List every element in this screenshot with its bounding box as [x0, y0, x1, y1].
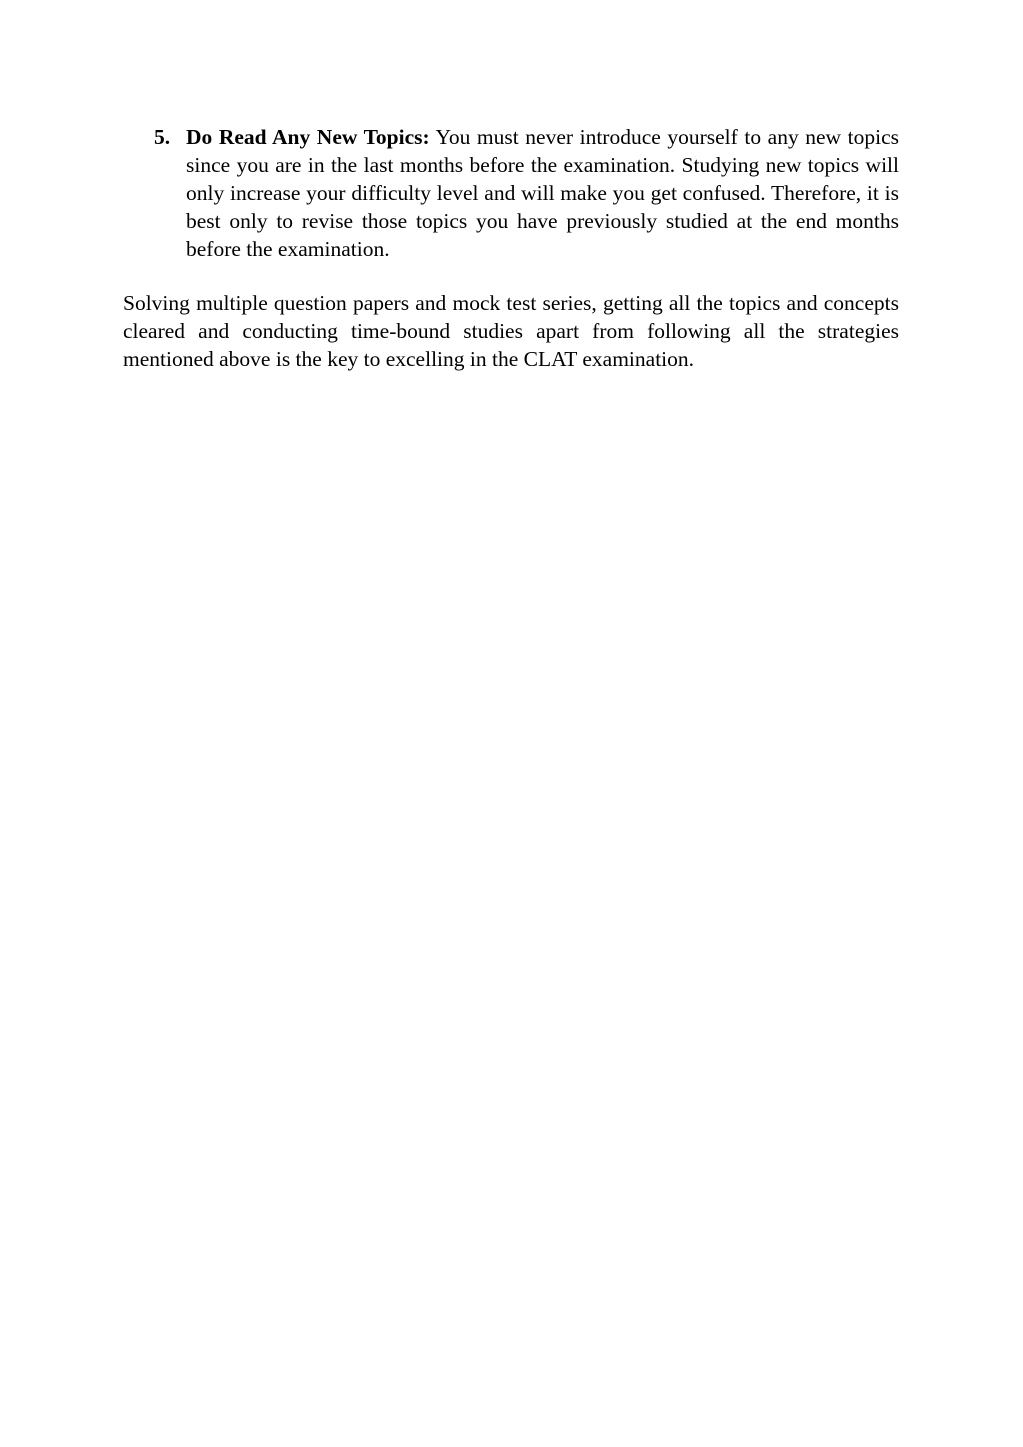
list-item-body [186, 123, 899, 263]
list-item-text: You must never introduce yourself to any new topics since you are in the last months before the examination. Studying new topics will only increase your difficulty level and will make you get confused. Therefore, it is best only to revise those topics you have previously studied at the end months before the examination. [186, 125, 899, 261]
list-item-heading: Do Read Any New Topics: [186, 125, 430, 149]
list-item [154, 123, 899, 263]
list-item-number: 5. [154, 125, 171, 149]
closing-paragraph: Solving multiple question papers and mock test series, getting all the topics and concepts cleared and conducting time-bound studies apart from following all the strategies mentioned above is the key to excelling in the CLAT examination. [123, 291, 899, 371]
